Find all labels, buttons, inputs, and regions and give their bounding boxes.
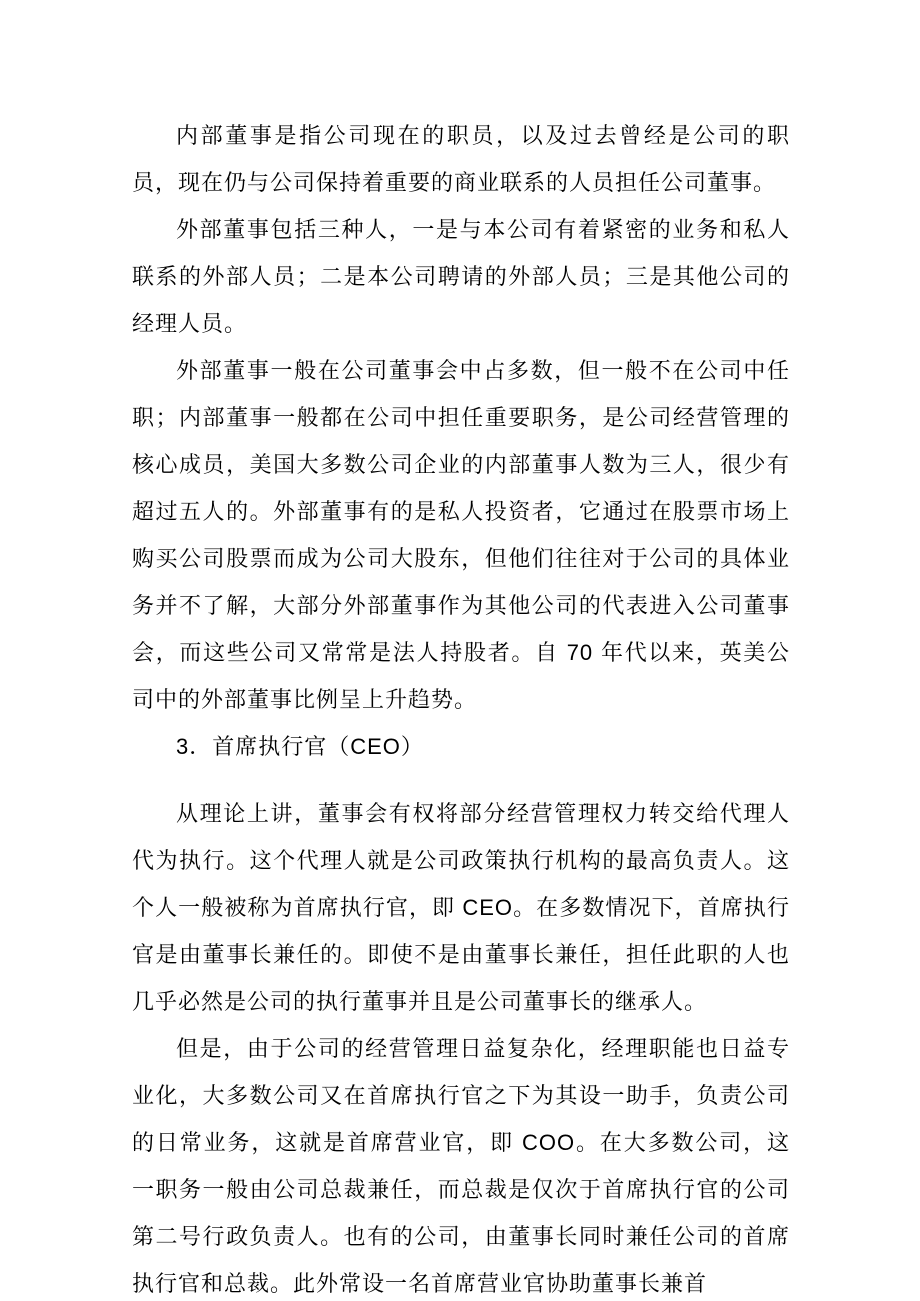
paragraph: 内部董事是指公司现在的职员，以及过去曾经是公司的职员，现在仍与公司保持着重要的商业联系的人员担任公司董事。 [132,123,790,195]
section-heading: 3．首席执行官（CEO） [176,734,424,759]
paragraph: 从理论上讲，董事会有权将部分经营管理权力转交给代理人代为执行。这个代理人就是公司政策执行机构的最高负责人。这个人一般被称为首席执行官，即 CEO。在多数情况下，首席执行官是由董事长兼任的。即使不是由董事长兼任，担任此职的人也几乎必然是公司的执行董事并且是公司董事长的继承人。 [132,801,790,1014]
paragraph: 外部董事包括三种人，一是与本公司有着紧密的业务和私人联系的外部人员；二是本公司聘请的外部人员；三是其他公司的经理人员。 [132,217,790,336]
paragraph: 但是，由于公司的经营管理日益复杂化，经理职能也日益专业化，大多数公司又在首席执行官之下为其设一助手，负责公司的日常业务，这就是首席营业官，即 COO。在大多数公司，这一职务一般由公司总裁兼任，而总裁是仅次于首席执行官的公司第二号行政负责人。也有的公司，由董事长同时兼任公司的首席执行官和总裁。此外常设一名首席营业官协助董事长兼首 [132,1036,790,1296]
document-body [132,112,790,1301]
paragraph: 外部董事一般在公司董事会中占多数，但一般不在公司中任职；内部董事一般都在公司中担任重要职务，是公司经营管理的核心成员，美国大多数公司企业的内部董事人数为三人，很少有超过五人的。外部董事有的是私人投资者，它通过在股票市场上购买公司股票而成为公司大股东，但他们往往对于公司的具体业务并不了解，大部分外部董事作为其他公司的代表进入公司董事会，而这些公司又常常是法人持股者。自 70 年代以来，英美公司中的外部董事比例呈上升趋势。 [132,358,790,712]
